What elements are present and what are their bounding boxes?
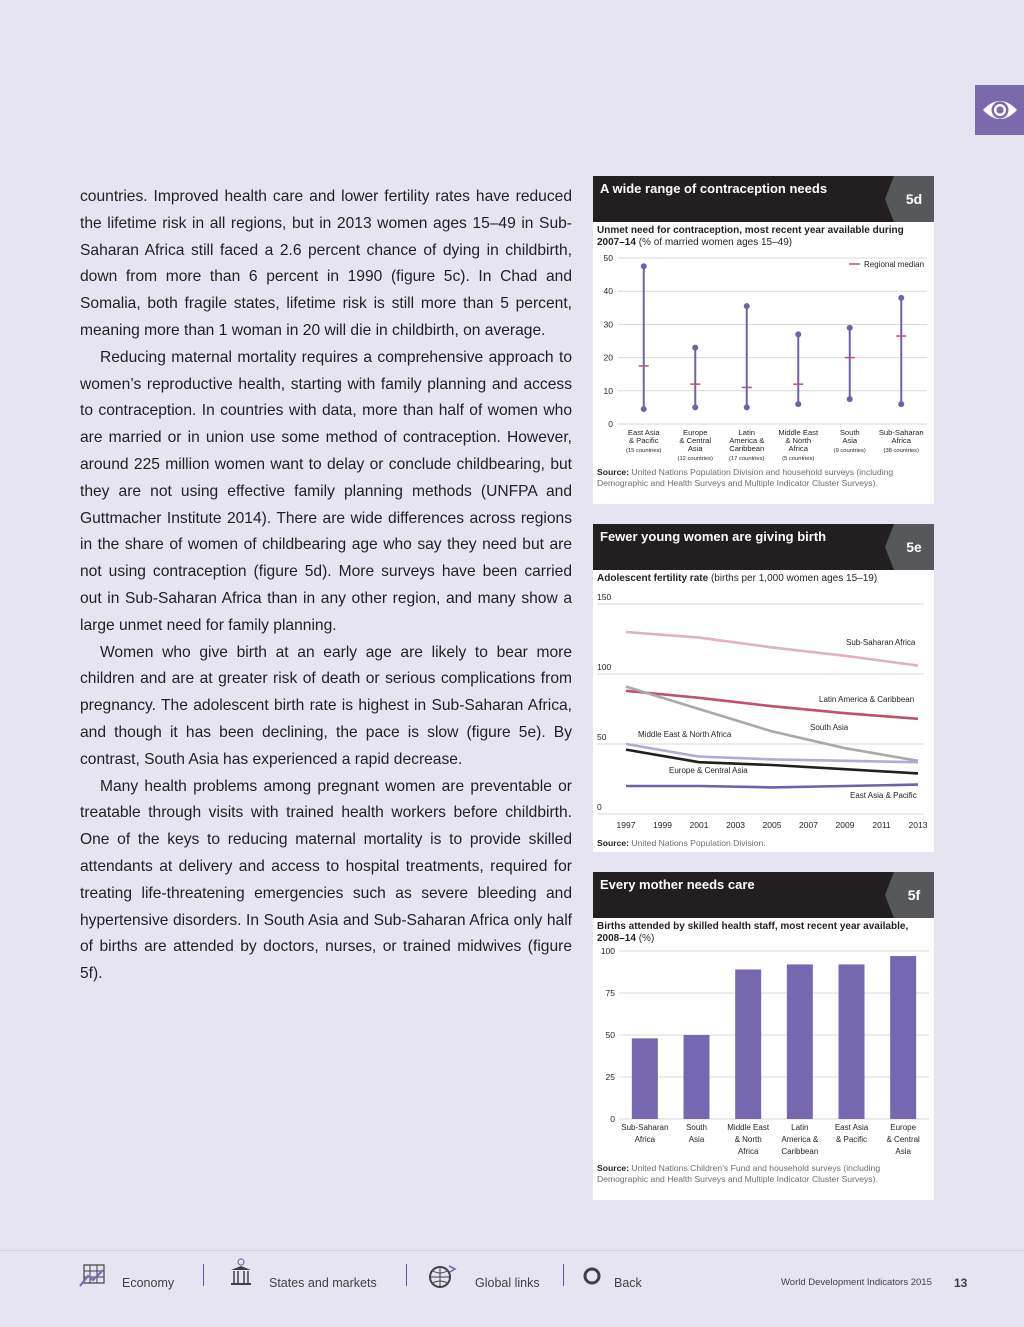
- y-tick-label: 50: [605, 1030, 615, 1040]
- category-label: & Central: [679, 436, 712, 445]
- bar: [839, 964, 865, 1119]
- category-label: America &: [729, 436, 765, 445]
- figure-5d-chart: [593, 250, 934, 472]
- section-eye-badge[interactable]: [975, 85, 1024, 135]
- category-label: Middle East: [727, 1123, 770, 1132]
- figure-5d-header: [593, 176, 934, 222]
- figure-5e-subtitle: Adolescent fertility rate (births per 1,000 women ages 15–19): [597, 573, 878, 584]
- category-label: Africa: [737, 1147, 759, 1156]
- x-tick-label: 2007: [799, 820, 818, 830]
- series-line: [626, 785, 918, 788]
- category-count: (12 countries): [677, 456, 713, 462]
- figure-5e-chart: [593, 588, 934, 838]
- bar: [735, 969, 761, 1119]
- y-tick-label: 0: [608, 419, 613, 429]
- range-min-dot: [744, 404, 750, 410]
- range-max-dot: [744, 303, 750, 309]
- range-max-dot: [795, 331, 801, 337]
- paragraph-3: Women who give birth at an early age are likely to bear more children and are at greater risk of death or serious complications from pregnancy. The adolescent birth rate is highest in Sub-Saharan Africa, and though it has been declining, the pace is slow (figure 5e). By contrast, South Asia has experienced a rapid decrease.: [80, 643, 572, 768]
- series-label: East Asia & Pacific: [850, 791, 917, 800]
- x-tick-label: 2003: [726, 820, 745, 830]
- figure-5e-header: [593, 524, 934, 570]
- y-tick-label: 20: [603, 352, 613, 363]
- figure-5e-source: Source: United Nations Population Division.: [597, 838, 766, 848]
- category-label: Africa: [634, 1135, 656, 1144]
- y-tick-label: 75: [605, 988, 615, 998]
- figure-5f-panel: [593, 872, 934, 1200]
- category-count: (15 countries): [626, 448, 662, 454]
- series-label: Middle East & North Africa: [638, 730, 732, 739]
- figure-5d-title: A wide range of contraception needs: [600, 181, 828, 196]
- figure-5d-subtitle: Unmet need for contraception, most recent year available during 2007–14 (% of married women ages 15–49): [597, 225, 904, 248]
- figure-5e-number: 5e: [894, 524, 934, 570]
- economy-icon: [78, 1262, 106, 1288]
- figure-5f-chart: [593, 946, 934, 1162]
- range-min-dot: [898, 401, 904, 407]
- category-label: Sub-Saharan: [878, 428, 924, 437]
- category-count: (5 countries): [782, 456, 815, 462]
- x-tick-label: 1997: [616, 820, 636, 830]
- category-label: & Pacific: [835, 1135, 868, 1144]
- y-tick-label: 50: [603, 253, 613, 263]
- category-label: Latin: [738, 428, 755, 437]
- category-label: Caribbean: [781, 1147, 819, 1156]
- category-label: & Pacific: [628, 436, 659, 445]
- y-tick-label: 100: [600, 946, 615, 956]
- category-label: Middle East: [778, 428, 819, 437]
- range-min-dot: [692, 404, 698, 410]
- category-label: Asia: [842, 436, 858, 445]
- bar: [684, 1035, 710, 1119]
- category-label: America &: [781, 1135, 819, 1144]
- x-tick-label: 2009: [835, 820, 855, 830]
- category-label: Asia: [687, 444, 703, 453]
- category-label: East Asia: [834, 1123, 869, 1132]
- category-count: (38 countries): [883, 448, 919, 454]
- category-label: Sub-Saharan: [621, 1123, 669, 1132]
- y-tick-label: 10: [603, 385, 613, 396]
- figure-5e-panel: [593, 524, 934, 852]
- series-label: Europe & Central Asia: [669, 766, 748, 775]
- paragraph-2: Reducing maternal mortality requires a comprehensive approach to women’s reproductive health, starting with family planning and access to contraception. In countries with data, more than half of women who are married or in union use some method of contraception. However, around 225 million women want to delay or conclude childbearing, but they are not using effective family planning methods (UNFPA and Guttmacher Institute 2014). There are wide differences across regions in the share of women of childbearing age who say they need but are not using contraception (figure 5d). More surveys have been carried out in Sub-Saharan Africa than in any other region, and many show a large unmet need for family planning.: [80, 348, 572, 634]
- category-label: Africa: [891, 436, 911, 445]
- range-min-dot: [847, 396, 853, 402]
- footer-publication: World Development Indicators 2015: [781, 1277, 932, 1288]
- x-tick-label: 2005: [762, 820, 782, 830]
- category-label: Caribbean: [729, 444, 765, 453]
- body-text: [80, 184, 572, 988]
- footer-separator: [203, 1264, 204, 1286]
- y-tick-label: 0: [597, 802, 602, 812]
- y-tick-label: 40: [603, 286, 613, 297]
- category-label: South: [686, 1123, 707, 1132]
- x-tick-label: 2013: [908, 820, 928, 830]
- range-max-dot: [641, 263, 647, 269]
- category-label: South: [839, 428, 860, 437]
- back-icon: [582, 1266, 602, 1286]
- bar: [632, 1038, 658, 1119]
- footer-link-states[interactable]: States and markets: [269, 1276, 377, 1290]
- y-tick-label: 150: [597, 592, 612, 602]
- category-label: East Asia: [627, 428, 660, 437]
- figure-5e-title: Fewer young women are giving birth: [600, 529, 827, 544]
- footer-separator: [563, 1264, 564, 1286]
- legend-label: Regional median: [864, 260, 925, 269]
- series-label: South Asia: [810, 723, 849, 732]
- category-label: Europe: [683, 428, 708, 437]
- range-min-dot: [795, 401, 801, 407]
- page-number: 13: [954, 1276, 968, 1290]
- y-tick-label: 0: [610, 1114, 615, 1124]
- y-tick-label: 25: [605, 1072, 615, 1082]
- footer-link-global[interactable]: Global links: [475, 1276, 540, 1290]
- y-tick-label: 50: [597, 732, 607, 742]
- footer-link-back[interactable]: Back: [614, 1276, 642, 1290]
- bar: [890, 956, 916, 1119]
- x-tick-label: 1999: [653, 820, 672, 830]
- category-label: Africa: [788, 444, 808, 453]
- figure-5f-source: Source: United Nations Children’s Fund and household surveys (including Demographic and Health Surveys and Multiple Indicator Cluster Surveys).: [597, 1163, 881, 1184]
- footer-link-economy[interactable]: Economy: [122, 1276, 175, 1290]
- series-label: Sub-Saharan Africa: [846, 638, 916, 647]
- y-tick-label: 100: [597, 662, 612, 672]
- range-min-dot: [641, 406, 647, 412]
- category-count: (9 countries): [833, 448, 866, 454]
- category-label: Asia: [895, 1147, 911, 1156]
- figure-5d-panel: [593, 176, 934, 504]
- category-label: Asia: [688, 1135, 705, 1144]
- category-label: & Central: [886, 1135, 920, 1144]
- paragraph-1: countries. Improved health care and lower fertility rates have reduced the lifetime risk in all regions, but in 2013 women ages 15–49 in Sub-Saharan Africa still faced a 2.6 percent chance of dying in childbirth, down from more than 6 percent in 1990 (figure 5c). In Chad and Somalia, both fragile states, lifetime risk is still more than 5 percent, meaning more than 1 woman in 20 will die in childbirth, on average.: [80, 188, 572, 339]
- figure-5f-title: Every mother needs care: [600, 877, 755, 892]
- range-max-dot: [692, 345, 698, 351]
- category-label: & North: [785, 436, 812, 445]
- range-max-dot: [898, 295, 904, 301]
- x-tick-label: 2011: [872, 820, 891, 830]
- globe-icon: [425, 1262, 457, 1292]
- category-label: & North: [734, 1135, 762, 1144]
- footer-separator: [406, 1264, 407, 1286]
- category-label: Latin: [791, 1123, 809, 1132]
- category-count: (17 countries): [729, 456, 765, 462]
- y-tick-label: 30: [603, 319, 613, 330]
- paragraph-4: Many health problems among pregnant women are preventable or treatable through visits with trained health workers before childbirth. One of the keys to reducing maternal mortality is to provide skilled attendants at delivery and access to hospital treatments, required for treating life-threatening emergencies such as severe bleeding and hypertensive disorders. In South Asia and Sub-Saharan Africa only half of births are attended by doctors, nurses, or trained midwives (figure 5f).: [80, 777, 572, 983]
- series-label: Latin America & Caribbean: [819, 695, 915, 704]
- figure-5d-number: 5d: [894, 176, 934, 222]
- category-label: Europe: [890, 1123, 917, 1132]
- figure-5f-subtitle: Births attended by skilled health staff, most recent year available, 2008–14 (%): [597, 921, 909, 944]
- x-tick-label: 2001: [689, 820, 709, 830]
- eye-icon: [981, 95, 1019, 125]
- states-icon: [228, 1258, 254, 1288]
- bar: [787, 964, 813, 1119]
- figure-5d-source: Source: United Nations Population Division and household surveys (including Demographic and Health Surveys and Multiple Indicator Cluster Surveys).: [597, 467, 894, 488]
- range-max-dot: [847, 325, 853, 331]
- figure-5f-number: 5f: [894, 872, 934, 918]
- figure-5f-header: [593, 872, 934, 918]
